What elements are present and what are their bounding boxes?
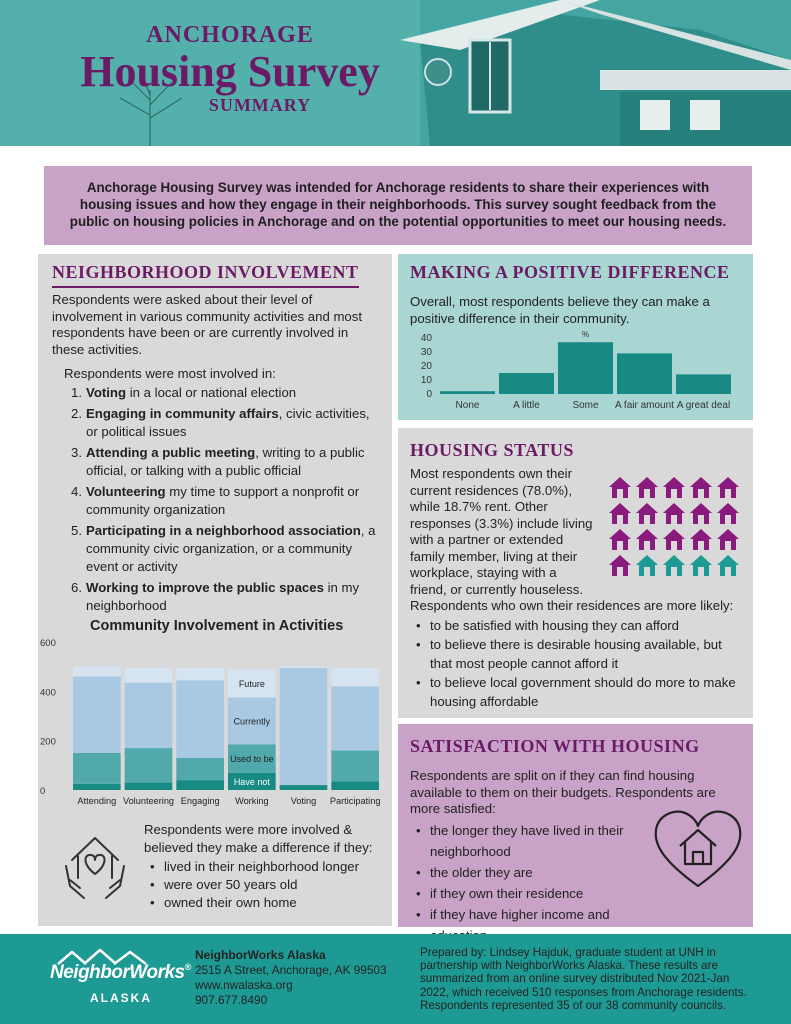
x-tick-label: Some — [572, 400, 599, 411]
status-text: Most respondents own their current residences (78.0%), while 18.7% rent. Other responses (3.3%) include living with a partner or extended family member, living at their workplace, staying with a friend, or currently houseless. — [410, 466, 593, 597]
more-involved-text: Respondents were more involved & believed they make a difference if they: — [144, 822, 373, 855]
house-icon — [636, 477, 658, 498]
activity-number: 3. — [71, 445, 82, 460]
x-tick-label: None — [455, 400, 480, 411]
stack-segment — [125, 748, 173, 783]
x-tick-label: Volunteering — [122, 796, 175, 806]
contact-org: NeighborWorks Alaska — [195, 948, 326, 962]
heart-house-icon — [652, 808, 744, 892]
activity-bold: Volunteering — [86, 484, 166, 499]
house-icon — [690, 477, 712, 498]
x-tick-label: A fair amount — [615, 400, 674, 411]
y-tick-label: 40 — [420, 333, 432, 344]
activity-rest: , a community civic organization, or a community event or activity — [86, 523, 376, 574]
logo-name: NeighborWorks — [50, 962, 185, 983]
involvement-chart — [38, 636, 392, 808]
activity-rest: in a local or national election — [126, 385, 297, 400]
bar — [617, 353, 672, 394]
activity-item — [64, 384, 384, 402]
house-icon — [717, 529, 739, 550]
stack-segment — [280, 668, 328, 785]
contact-address: 2515 A Street, Anchorage, AK 99503 — [195, 963, 387, 977]
y-tick-label: 30 — [420, 347, 432, 358]
house-icon-grid — [608, 476, 744, 580]
house-icon — [663, 529, 685, 550]
activity-rest: in my neighborhood — [86, 580, 360, 613]
activity-item — [64, 444, 384, 480]
logo-wordmark — [50, 962, 191, 984]
x-tick-label: Working — [235, 796, 269, 806]
activity-bold: Engaging in community affairs — [86, 406, 279, 421]
x-tick-label: Engaging — [180, 796, 220, 806]
activity-number: 2. — [71, 406, 82, 421]
stack-segment — [125, 668, 173, 683]
x-tick-label: Attending — [77, 796, 117, 806]
x-tick-label: A little — [513, 400, 540, 411]
y-unit-label: % — [581, 330, 590, 339]
stack-segment — [73, 784, 121, 790]
stack-segment — [331, 668, 379, 687]
stack-segment — [331, 751, 379, 782]
activity-number: 4. — [71, 484, 82, 499]
stack-segment — [331, 781, 379, 790]
activity-item — [64, 522, 384, 576]
house-icon — [636, 529, 658, 550]
bullet-item: • to believe local government should do more to make housing affordable — [410, 673, 745, 711]
bullet-item: • the older they are — [410, 862, 645, 883]
activity-bold: Working to improve the public spaces — [86, 580, 324, 595]
page-title: Housing Survey — [80, 47, 380, 96]
title-subtitle: SUMMARY — [208, 95, 312, 115]
stack-segment — [176, 758, 224, 780]
bullet-item: • to be satisfied with housing they can afford — [410, 616, 745, 635]
status-list — [410, 616, 745, 711]
y-tick-label: 400 — [40, 687, 56, 699]
activity-rest: , writing to a public official, or talking with a public official — [86, 445, 365, 478]
stack-segment — [280, 667, 328, 668]
house-icon — [690, 503, 712, 524]
stack-segment — [125, 783, 173, 790]
bar — [499, 373, 554, 394]
stack-segment — [176, 668, 224, 680]
y-tick-label: 0 — [40, 786, 46, 797]
activity-bold: Voting — [86, 385, 127, 400]
bullet-item: • lived in their neighborhood longer — [144, 858, 384, 876]
house-icon — [636, 503, 658, 524]
x-tick-label: Participating — [329, 796, 381, 806]
bar — [676, 374, 731, 394]
house-icon — [717, 477, 739, 498]
activity-bold: Participating in a neighborhood association — [86, 523, 361, 538]
logo-registered: ® — [184, 962, 191, 972]
house-icon — [663, 503, 685, 524]
difference-heading: MAKING A POSITIVE DIFFERENCE — [410, 262, 730, 282]
bullet-item: • owned their own home — [144, 894, 384, 912]
bar — [558, 342, 613, 394]
more-involved-list — [144, 858, 384, 912]
x-tick-label: A great deal — [676, 400, 731, 411]
activity-item — [64, 405, 384, 441]
satisfaction-list — [410, 820, 645, 946]
house-icon — [717, 503, 739, 524]
house-icon — [663, 555, 685, 576]
stack-segment — [176, 780, 224, 790]
activity-number: 5. — [71, 523, 82, 538]
title-block — [60, 22, 400, 116]
activity-item — [64, 579, 384, 615]
neighborhood-involvement-panel — [38, 254, 392, 926]
satisfaction-panel — [398, 724, 753, 927]
activity-number: 1. — [71, 385, 82, 400]
house-icon — [609, 555, 631, 576]
title-top: ANCHORAGE — [146, 22, 314, 48]
bullet-item: • to believe there is desirable housing available, but that most people cannot afford it — [410, 635, 745, 673]
prepared-by-text: Prepared by: Lindsey Hajduk, graduate student at UNH in partnership with NeighborWorks Alaska. These results are summarized from an online survey distributed Nov 2021-Jan 2022, which received 510 responses from Anchorage residents. Respondents represented 35 of our 38 community councils. — [420, 946, 747, 1012]
activity-bold: Attending a public meeting — [86, 445, 256, 460]
stack-segment — [73, 677, 121, 753]
activity-list — [64, 384, 384, 618]
house-icon — [609, 477, 631, 498]
bullet-item: • were over 50 years old — [144, 876, 384, 894]
involvement-heading: NEIGHBORHOOD INVOLVEMENT — [52, 262, 359, 288]
difference-text: Overall, most respondents believe they can make a positive difference in their community. — [410, 294, 710, 326]
y-tick-label: 600 — [40, 638, 56, 649]
house-icon — [609, 503, 631, 524]
intro-box: Anchorage Housing Survey was intended for Anchorage residents to share their experiences with housing issues and how they engage in their neighborhoods. This survey sought feedback from the public on housing policies in Anchorage and on the potential opportunities to meet our housing needs. — [44, 166, 752, 245]
house-icon — [690, 529, 712, 550]
bullet-item: • the longer they have lived in their neighborhood — [410, 820, 645, 862]
satisfaction-heading: SATISFACTION WITH HOUSING — [410, 736, 700, 756]
activity-rest: , civic activities, or political issues — [86, 406, 370, 439]
housing-status-panel — [398, 428, 753, 718]
house-icon — [609, 529, 631, 550]
stack-segment — [176, 680, 224, 758]
stack-segment — [280, 785, 328, 790]
activity-number: 6. — [71, 580, 82, 595]
positive-difference-panel — [398, 254, 753, 420]
stack-segment — [73, 753, 121, 784]
difference-chart — [398, 326, 753, 418]
y-tick-label: 0 — [426, 389, 432, 400]
series-label: Currently — [233, 716, 271, 727]
contact-website[interactable]: www.nwalaska.org — [195, 978, 293, 992]
logo-state: ALASKA — [90, 991, 152, 1005]
x-tick-label: Voting — [290, 796, 317, 806]
house-icon — [717, 555, 739, 576]
hands-heart-house-icon — [60, 830, 130, 904]
house-icon — [636, 555, 658, 576]
status-lead: Respondents who own their residences are more likely: — [410, 598, 734, 613]
y-tick-label: 200 — [40, 736, 56, 748]
header-banner — [0, 0, 791, 146]
series-label: Future — [238, 678, 265, 689]
stack-segment — [125, 683, 173, 748]
bullet-item: • if they own their residence — [410, 883, 645, 904]
series-label: Have not — [233, 776, 270, 787]
activity-item — [64, 483, 384, 519]
status-heading: HOUSING STATUS — [410, 440, 574, 460]
involvement-chart-title: Community Involvement in Activities — [90, 618, 344, 634]
y-tick-label: 20 — [420, 361, 432, 372]
bullet-item: • if they have higher income and — [410, 904, 645, 946]
involvement-intro: Respondents were asked about their level of involvement in various community activities and most respondents have been or are currently involved in these activities. — [52, 292, 363, 357]
contact-phone[interactable]: 907.677.8490 — [195, 993, 268, 1007]
series-label: Used to be — [230, 754, 274, 765]
activity-rest: my time to support a nonprofit or community organization — [86, 484, 360, 517]
stack-segment — [73, 667, 121, 677]
y-tick-label: 10 — [420, 375, 432, 386]
stack-segment — [331, 686, 379, 750]
house-icon — [690, 555, 712, 576]
house-icon — [663, 477, 685, 498]
contact-block — [195, 948, 387, 1008]
bar — [440, 391, 495, 394]
satisfaction-text: Respondents are split on if they can find housing available to them on their budgets. Respondents are more satisfied: — [410, 768, 716, 816]
involvement-lead: Respondents were most involved in: — [64, 366, 276, 381]
